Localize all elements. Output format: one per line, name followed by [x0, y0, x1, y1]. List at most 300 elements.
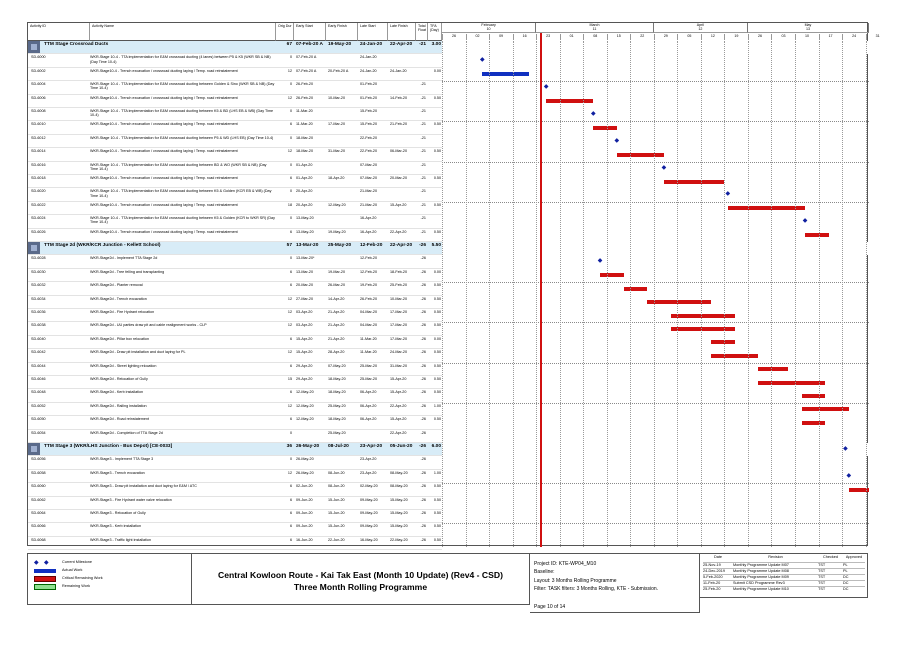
activity-row: [28, 322, 442, 335]
week-gridline: [866, 41, 867, 547]
cell-tfa: 0.00: [433, 68, 441, 73]
activity-row: [28, 202, 442, 215]
cell-lf: 15-May-20: [390, 497, 408, 502]
cell-dur: 6: [289, 497, 292, 502]
data-date-line: [540, 33, 542, 547]
timeline-day: 15: [607, 34, 630, 40]
cell-tf: -21: [420, 95, 426, 100]
critical-work-bar: [600, 273, 624, 277]
cell-lf: 06-Mar-20: [390, 149, 408, 154]
cell-id: SD-6012: [31, 135, 46, 140]
cell-id: SD-6016: [31, 162, 46, 167]
cell-id: SD-6024: [31, 216, 46, 221]
cell-ls: 24-Jan-20: [360, 68, 377, 73]
cell-ls: 23-Apr-20: [360, 457, 377, 462]
cell-tf: -26: [420, 390, 426, 395]
timeline-day: 01: [560, 34, 583, 40]
cell-es: 07-Feb-20 A: [296, 68, 317, 73]
cell-lf: 08-May-20: [390, 484, 408, 489]
cell-lf: 24-Jan-20: [390, 68, 407, 73]
cell-ef: 08-Jun-20: [328, 484, 345, 489]
cell-es: 01-Apr-20: [296, 162, 313, 167]
legend-actual-label: Actual Work: [62, 568, 83, 572]
critical-work-bar: [617, 153, 664, 157]
cell-dur: 12: [287, 310, 292, 314]
activity-row: [28, 108, 442, 121]
cell-es: 29-Apr-20: [296, 363, 313, 368]
cell-tf: -26: [420, 323, 426, 328]
revision-cell: TST: [818, 562, 843, 568]
band-row-area: [442, 41, 869, 54]
cell-name: TTM Stage 2d (WKR/KCR Junction - Kellett School): [44, 243, 161, 248]
cell-dur: 0: [289, 109, 292, 113]
cell-name: WKR-Stage3 - Kerb installation: [90, 524, 142, 529]
milestone-diamond: ◆: [480, 57, 485, 64]
cell-name: WKR-Stage2d - Railing installation: [90, 403, 147, 408]
revision-header: Date: [713, 555, 723, 559]
cell-ef: 25-May-20: [328, 403, 346, 408]
cell-ef: 19-May-20: [328, 229, 346, 234]
cell-tfa: 0.00: [433, 269, 441, 274]
week-gridline: [536, 41, 537, 547]
cell-ls: 23-Apr-20: [360, 470, 377, 475]
cell-id: SD-6008: [31, 109, 46, 113]
cell-id: SD-6058: [31, 470, 46, 475]
activity-row: [28, 162, 442, 175]
week-gridline: [701, 41, 702, 547]
revision-cell: 11-Feb-20: [703, 580, 733, 586]
project-id: Project ID: KTE-WP04_M10: [534, 561, 597, 567]
cell-ls: 01-Feb-20: [360, 95, 378, 100]
critical-work-bar: [728, 206, 805, 210]
cell-ls: 12-Feb-20: [360, 243, 383, 248]
cell-dur: 6: [289, 537, 292, 542]
cell-tfa: 0.50: [433, 310, 441, 314]
revision-header: Revision: [768, 555, 783, 559]
cell-es: 13-Mar-20: [296, 269, 314, 274]
cell-tf: -26: [420, 256, 426, 261]
band-row-area: [442, 443, 869, 456]
cell-es: 07-Feb-20 A: [296, 55, 317, 60]
cell-dur: 6: [289, 229, 292, 234]
cell-lf: 17-Mar-20: [390, 323, 408, 328]
cell-ef: 19-May-20: [328, 42, 352, 47]
cell-id: SD-6060: [31, 484, 46, 489]
revision-cell: TST: [818, 580, 843, 586]
cell-id: SD-6028: [31, 256, 46, 261]
title-line1: Central Kowloon Route - Kai Tak East (Month 10 Update) (Rev4 - CSD): [218, 570, 503, 580]
cell-ls: 16-Apr-20: [360, 216, 377, 221]
cell-ls: 12-Feb-20: [360, 256, 378, 261]
cell-tf: -26: [419, 243, 426, 248]
milestone-diamond: ◆: [590, 111, 596, 117]
timeline-day: 05: [677, 34, 700, 40]
cell-es: 13-Mar-20*: [296, 256, 315, 261]
cell-ef: 14-Apr-20: [328, 296, 345, 301]
cell-ls: 21-Mar-20: [360, 189, 378, 194]
milestone-diamond: ◆: [843, 446, 848, 452]
cell-name: WKR-Stage10-4 - Trench excavation / crossroad ducting laying / Temp. road reinstatement: [90, 68, 238, 73]
cell-es: 26-May-20: [296, 470, 314, 475]
cell-ef: 25-May-20: [328, 243, 352, 248]
cell-tfa: 1.00: [433, 403, 441, 408]
cell-tfa: 0.50: [433, 296, 441, 301]
cell-id: SD-6046: [31, 377, 46, 381]
cell-ls: 04-Mar-20: [360, 310, 378, 314]
cell-lf: 15-May-20: [390, 511, 408, 515]
milestone-diamond: ◆: [614, 137, 620, 144]
week-label: 10: [486, 27, 491, 31]
cell-tf: -21: [420, 82, 426, 87]
week-label: 12: [698, 27, 703, 31]
cell-tfa: 0.50: [433, 350, 441, 355]
cell-tfa: 0.50: [433, 229, 441, 234]
timeline-day: 23: [536, 34, 559, 40]
cell-dur: 12: [287, 296, 292, 301]
cell-es: 26-May-20: [296, 457, 314, 462]
cell-ls: 01-Feb-20: [360, 82, 378, 87]
activity-row: [28, 456, 442, 469]
cell-dur: 36: [286, 444, 292, 449]
cell-dur: 12: [287, 68, 292, 73]
cell-lf: 05-Jun-20: [390, 444, 413, 449]
cell-lf: 15-Apr-20: [390, 390, 407, 395]
cell-tf: -26: [419, 444, 426, 449]
week-gridline: [607, 41, 608, 547]
row-gridline: [442, 282, 869, 283]
cell-es: 12-May-20: [296, 403, 314, 408]
cell-name: WKR-Stage2d - Planter removal: [90, 283, 143, 288]
cell-tf: -26: [420, 310, 426, 314]
activity-row: [28, 269, 442, 282]
critical-work-bar: [805, 233, 829, 237]
cell-tf: -21: [420, 149, 426, 154]
title-block: [192, 553, 530, 605]
timeline-day: 08: [583, 34, 606, 40]
cell-es: 29-Apr-20: [296, 377, 313, 381]
activity-row: [28, 523, 442, 536]
cell-lf: 22-May-20: [390, 537, 408, 542]
project-info: [530, 553, 700, 613]
cell-lf: 22-Apr-20: [390, 243, 413, 248]
row-gridline: [442, 363, 869, 364]
timeline-day: 02: [466, 34, 489, 40]
activity-row: [28, 121, 442, 134]
cell-tf: -21: [420, 176, 426, 180]
cell-ef: 19-Mar-20: [328, 269, 346, 274]
cell-tf: -26: [420, 350, 426, 355]
cell-ef: 08-Jul-20: [328, 444, 349, 449]
milestone-diamond: ◆: [725, 191, 731, 198]
cell-name: WKR-Stage 10-4 - TTA implementation for E&M crossroad ducting (4 lanes) between P5 & K5 (WKR SB & NB) (Day Time 10-4): [90, 55, 271, 64]
project-filter: Filter: TASK filters: 3 Months Rolling, KTE - Submission.: [534, 586, 659, 592]
cell-es: 26-Feb-20: [296, 95, 314, 100]
cell-ls: 07-Mar-20: [360, 162, 378, 167]
legend-actual-swatch: [34, 569, 56, 573]
cell-dur: 12: [287, 149, 292, 154]
cell-tf: -26: [420, 484, 426, 489]
week-gridline: [513, 41, 514, 547]
month-label: March: [589, 23, 600, 27]
revision-cell: TST: [818, 574, 843, 580]
cell-ef: 26-Mar-20: [328, 283, 346, 288]
cell-name: WKR-Stage2d - Pillar box relocation: [90, 336, 150, 341]
cell-ef: 10-Mar-20: [328, 95, 346, 100]
timeline-day: 10: [795, 34, 818, 40]
cell-ef: 25-May-20: [328, 430, 346, 435]
timeline-day: 17: [819, 34, 842, 40]
month-label: April: [696, 23, 704, 27]
cell-id: SD-6050: [31, 417, 46, 422]
cell-name: WKR-Stage2d - Implement TTA Stage 2d: [90, 256, 158, 261]
cell-dur: 0: [289, 430, 292, 435]
revision-cell: DC: [843, 586, 865, 592]
cell-dur: 0: [289, 82, 292, 87]
cell-es: 18-Mar-20: [296, 149, 314, 154]
cell-ef: 15-Jun-20: [328, 511, 345, 515]
cell-id: SD-6062: [31, 497, 46, 502]
cell-tf: -26: [420, 511, 426, 515]
milestone-diamond: ◆: [802, 218, 808, 225]
cell-tf: -26: [420, 336, 426, 341]
cell-es: 27-Mar-20: [296, 296, 314, 301]
cell-name: WKR-Stage3 - Relocation of Gully: [90, 511, 146, 515]
cell-dur: 12: [287, 470, 292, 475]
cell-es: 26-May-20: [296, 444, 320, 449]
cell-dur: 6: [289, 283, 292, 288]
cell-name: WKR-Stage10-4 - Trench excavation / crossroad ducting laying / Temp. road reinstatement: [90, 122, 238, 127]
cell-dur: 6: [289, 390, 292, 395]
cell-lf: 24-Mar-20: [390, 350, 408, 355]
cell-tfa: 6.00: [431, 444, 441, 449]
cell-ls: 19-Feb-20: [360, 283, 378, 288]
milestone-diamond: ◆: [846, 472, 852, 479]
cell-ls: 16-May-20: [360, 537, 378, 542]
cell-name: WKR-Stage10-4 - Trench excavation / crossroad ducting laying / Temp. road reinstatement: [90, 176, 238, 180]
cell-ls: 04-Mar-20: [360, 323, 378, 328]
col-header-lf: Late Finish: [388, 23, 416, 41]
cell-tf: -21: [419, 42, 426, 47]
cell-name: TTM Stage Crossroad Ducts: [44, 42, 109, 47]
cell-lf: 22-Apr-20: [390, 430, 407, 435]
revision-cell: DC: [843, 580, 865, 586]
cell-name: WKR-Stage 10-4 - TTA implementation for E&M crossroad ducting between Golden & Sino (WKR SB & NB) (Day Time 10-4): [90, 82, 275, 91]
cell-dur: 0: [289, 457, 292, 462]
cell-ef: 15-Jun-20: [328, 524, 345, 529]
revision-cell: TST: [818, 568, 843, 574]
schedule-sheet: [27, 22, 880, 546]
col-header-name: Activity Name: [90, 23, 276, 41]
cell-name: WKR-Stage 10-4 - TTA implementation for E&M crossroad ducting between K5 & Golden (KCR EB & WB) (Day Time 10-4): [90, 189, 272, 198]
activity-row: [28, 483, 442, 496]
cell-id: SD-6068: [31, 537, 46, 542]
cell-lf: 15-Apr-20: [390, 377, 407, 381]
col-header-dur: Orig Dur: [276, 23, 294, 41]
cell-id: SD-6006: [31, 95, 46, 100]
cell-ls: 12-Feb-20: [360, 269, 378, 274]
activity-row: [28, 416, 442, 429]
cell-tfa: 0.00: [433, 336, 441, 341]
cell-lf: 10-Mar-20: [390, 296, 408, 301]
activity-row: [28, 296, 442, 309]
cell-es: 02-Jun-20: [296, 484, 313, 489]
cell-dur: 0: [289, 256, 292, 261]
cell-dur: 6: [289, 417, 292, 422]
timeline-day: 31: [866, 34, 889, 40]
cell-name: WKR-Stage2d - Fire Hydrant relocation: [90, 310, 155, 314]
cell-tfa: 0.50: [433, 497, 441, 502]
project-layout: Layout: 3 Months Rolling Programme: [534, 578, 617, 584]
activity-row: [28, 54, 442, 67]
timeline-day: 16: [513, 34, 536, 40]
cell-es: 12-May-20: [296, 417, 314, 422]
row-gridline: [442, 121, 869, 122]
cell-es: 01-Apr-20: [296, 176, 313, 180]
wbs-band-marker: [28, 242, 40, 254]
cell-tf: -21: [420, 189, 426, 194]
cell-name: WKR-Stage 10-4 - TTA implementation for E&M crossroad ducting between K5 & Golden (KCR to WKR SR) (Day Time 10-4): [90, 216, 275, 225]
cell-tfa: 5.50: [431, 243, 441, 248]
cell-ls: 02-May-20: [360, 484, 378, 489]
cell-es: 20-Mar-20: [296, 283, 314, 288]
cell-dur: 6: [289, 176, 292, 180]
cell-id: SD-6002: [31, 68, 46, 73]
cell-lf: 17-Mar-20: [390, 336, 408, 341]
milestone-diamond: ◆: [597, 258, 603, 265]
timeline-day: 24: [842, 34, 865, 40]
cell-name: WKR-Stage2d - Tree felling and transplanting: [90, 269, 165, 274]
week-label: 11: [592, 27, 597, 31]
cell-es: 15-Apr-20: [296, 336, 313, 341]
week-gridline: [654, 41, 655, 547]
cell-id: SD-6054: [31, 430, 46, 435]
revision-cell: Monthly Programme Update M08: [733, 568, 818, 574]
activity-row: [28, 309, 442, 322]
cell-dur: 12: [287, 95, 292, 100]
cell-lf: 18-Feb-20: [390, 269, 408, 274]
cell-es: 15-Apr-20: [296, 350, 313, 355]
col-header-tfa: TFA (Day): [428, 23, 442, 41]
cell-dur: 0: [289, 189, 292, 194]
cell-id: SD-6018: [31, 176, 46, 180]
cell-ls: 11-Mar-20: [360, 336, 377, 341]
cell-name: TTM Stage 3 (WKR/LHS Junction - Bus Depot) [CE-0033]: [44, 444, 173, 449]
cell-ef: 20-Feb-20 A: [328, 68, 349, 73]
cell-id: SD-6036: [31, 310, 46, 314]
critical-work-bar: [593, 126, 617, 130]
cell-tfa: 0.50: [433, 524, 441, 529]
cell-tfa: 0.50: [433, 417, 441, 422]
row-gridline: [442, 483, 869, 484]
col-header-id: Activity ID: [28, 23, 90, 41]
week-gridline: [748, 41, 749, 547]
cell-name: WKR-Stage 10-4 - TTA implementation for E&M crossroad ducting between P5 & WD (LHS EB) (Day Time 10-4): [90, 135, 274, 140]
wbs-band-row: [28, 242, 442, 255]
cell-es: 03-Apr-20: [296, 310, 313, 314]
activity-row: [28, 349, 442, 362]
cell-ls: 15-Feb-20: [360, 122, 378, 127]
cell-ef: 28-Apr-20: [328, 350, 345, 355]
cell-lf: 15-Apr-20: [390, 417, 407, 422]
cell-es: 20-Apr-20: [296, 202, 313, 207]
cell-id: SD-6038: [31, 323, 46, 328]
cell-es: 18-Mar-20: [296, 135, 314, 140]
cell-tf: -21: [420, 229, 426, 234]
cell-tf: -26: [420, 537, 426, 542]
cell-ls: 24-Jan-20: [360, 42, 383, 47]
legend-remaining-label: Remaining Work: [62, 584, 90, 588]
cell-dur: 6: [289, 524, 292, 529]
cell-id: SD-6048: [31, 390, 46, 395]
revision-cell: 25-Feb-20: [703, 586, 733, 592]
cell-es: 12-May-20: [296, 390, 314, 395]
cell-ls: 24-Jan-20: [360, 55, 377, 60]
activity-row: [28, 81, 442, 94]
cell-tf: -26: [420, 296, 426, 301]
revision-cell: 25-Nov-19: [703, 562, 733, 568]
activity-row: [28, 135, 442, 148]
col-header-es: Early Start: [294, 23, 326, 41]
cell-ef: 07-May-20: [328, 363, 346, 368]
week-gridline: [489, 41, 490, 547]
cell-tfa: 0.50: [433, 283, 441, 288]
cell-es: 13-May-20: [296, 216, 314, 221]
cell-dur: 0: [289, 216, 292, 221]
cell-id: SD-6004: [31, 82, 46, 87]
cell-tf: -21: [420, 216, 426, 221]
critical-work-bar: [711, 354, 758, 358]
activity-row: [28, 470, 442, 483]
week-gridline: [466, 41, 467, 547]
cell-ls: 25-Mar-20: [360, 377, 378, 381]
revision-header: Approved: [845, 555, 863, 559]
cell-tf: -21: [420, 202, 426, 207]
activity-row: [28, 68, 442, 81]
cell-dur: 6: [289, 484, 292, 489]
legend-remaining-swatch: [34, 584, 56, 590]
row-gridline: [442, 162, 869, 163]
cell-ls: 06-Apr-20: [360, 417, 377, 422]
cell-ls: 21-Mar-20: [360, 202, 378, 207]
activity-row: [28, 282, 442, 295]
cell-tfa: 0.50: [433, 323, 441, 328]
cell-id: SD-6042: [31, 350, 46, 355]
row-gridline: [442, 81, 869, 82]
cell-id: SD-6066: [31, 524, 46, 529]
timeline-month: [654, 23, 748, 33]
activity-row: [28, 148, 442, 161]
cell-es: 13-May-20: [296, 229, 314, 234]
cell-ef: 18-Apr-20: [328, 176, 345, 180]
cell-tfa: 0.50: [433, 122, 441, 127]
critical-work-bar: [711, 340, 735, 344]
cell-es: 20-Apr-20: [296, 189, 313, 194]
cell-ls: 09-May-20: [360, 497, 378, 502]
cell-lf: 21-Feb-20: [390, 122, 408, 127]
cell-ls: 16-Apr-20: [360, 229, 377, 234]
cell-name: WKR-Stage2d - Trench excavation: [90, 296, 147, 301]
week-gridline: [677, 41, 678, 547]
cell-tf: -26: [420, 403, 426, 408]
week-gridline: [583, 41, 584, 547]
cell-ef: 18-May-20: [328, 417, 346, 422]
milestone-diamond: ◆: [661, 164, 667, 171]
month-label: February: [481, 23, 496, 27]
revision-cell: DC: [843, 574, 865, 580]
cell-dur: 67: [286, 42, 292, 47]
timeline-day: 26: [442, 34, 465, 40]
cell-ls: 07-Mar-20: [360, 176, 378, 180]
